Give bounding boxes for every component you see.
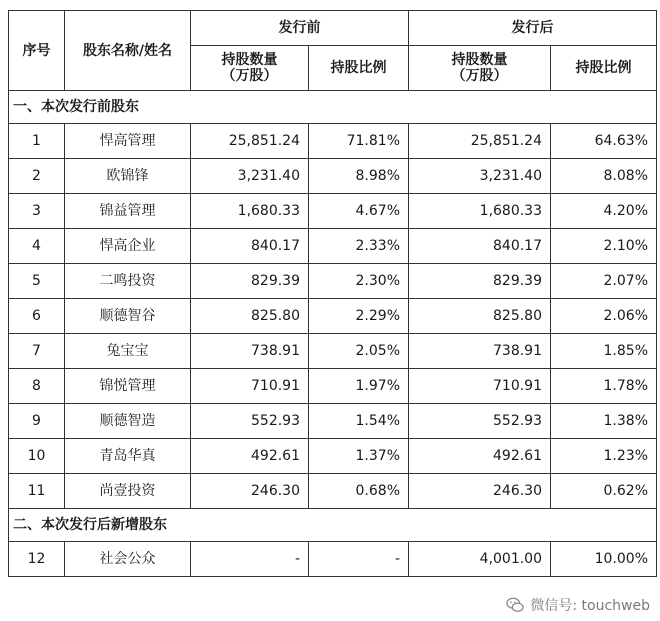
cell-ratio-before: 2.05% xyxy=(309,334,409,369)
cell-name: 悍高管理 xyxy=(65,124,191,159)
cell-qty-before: 825.80 xyxy=(191,299,309,334)
cell-seq: 2 xyxy=(9,159,65,194)
header-seq: 序号 xyxy=(9,11,65,91)
cell-qty-before: 738.91 xyxy=(191,334,309,369)
cell-qty-before: 25,851.24 xyxy=(191,124,309,159)
cell-name: 二鸣投资 xyxy=(65,264,191,299)
table-row xyxy=(9,369,657,404)
table-row xyxy=(9,542,657,577)
cell-seq: 9 xyxy=(9,404,65,439)
cell-seq: 10 xyxy=(9,439,65,474)
cell-qty-before: 840.17 xyxy=(191,229,309,264)
cell-qty-after: 829.39 xyxy=(409,264,551,299)
cell-seq: 3 xyxy=(9,194,65,229)
shareholder-table xyxy=(8,10,657,577)
header-qty-before-line2: （万股） xyxy=(221,68,278,84)
cell-ratio-before: 2.33% xyxy=(309,229,409,264)
cell-name: 尚壹投资 xyxy=(65,474,191,509)
table-row xyxy=(9,194,657,229)
cell-ratio-before: 2.29% xyxy=(309,299,409,334)
cell-ratio-after: 0.62% xyxy=(551,474,657,509)
cell-ratio-before: 1.54% xyxy=(309,404,409,439)
cell-qty-after: 840.17 xyxy=(409,229,551,264)
cell-qty-after: 246.30 xyxy=(409,474,551,509)
cell-qty-before: - xyxy=(191,542,309,577)
cell-qty-before: 710.91 xyxy=(191,369,309,404)
cell-ratio-after: 2.06% xyxy=(551,299,657,334)
cell-qty-before: 829.39 xyxy=(191,264,309,299)
cell-name: 顺德智谷 xyxy=(65,299,191,334)
cell-name: 社会公众 xyxy=(65,542,191,577)
header-qty-after xyxy=(409,46,551,91)
section-row-pre-issue xyxy=(9,91,657,124)
section-title-pre-issue: 一、本次发行前股东 xyxy=(9,91,657,124)
cell-ratio-after: 1.85% xyxy=(551,334,657,369)
table-row xyxy=(9,124,657,159)
watermark-text: 微信号: touchweb xyxy=(530,598,650,614)
cell-ratio-before: 0.68% xyxy=(309,474,409,509)
cell-ratio-before: 8.98% xyxy=(309,159,409,194)
cell-ratio-before: 2.30% xyxy=(309,264,409,299)
table-row xyxy=(9,474,657,509)
cell-seq: 1 xyxy=(9,124,65,159)
cell-qty-before: 246.30 xyxy=(191,474,309,509)
cell-name: 锦益管理 xyxy=(65,194,191,229)
cell-qty-after: 25,851.24 xyxy=(409,124,551,159)
cell-ratio-after: 4.20% xyxy=(551,194,657,229)
cell-name: 悍高企业 xyxy=(65,229,191,264)
header-qty-before xyxy=(191,46,309,91)
header-ratio-before: 持股比例 xyxy=(309,46,409,91)
cell-name: 顺德智造 xyxy=(65,404,191,439)
header-before: 发行前 xyxy=(191,11,409,46)
cell-qty-after: 1,680.33 xyxy=(409,194,551,229)
header-ratio-after: 持股比例 xyxy=(551,46,657,91)
cell-name: 兔宝宝 xyxy=(65,334,191,369)
header-name: 股东名称/姓名 xyxy=(65,11,191,91)
cell-ratio-after: 1.23% xyxy=(551,439,657,474)
cell-seq: 4 xyxy=(9,229,65,264)
cell-qty-after: 738.91 xyxy=(409,334,551,369)
cell-seq: 7 xyxy=(9,334,65,369)
cell-qty-before: 552.93 xyxy=(191,404,309,439)
cell-name: 锦悦管理 xyxy=(65,369,191,404)
wechat-watermark xyxy=(506,595,650,615)
cell-seq: 5 xyxy=(9,264,65,299)
header-qty-after-line2: （万股） xyxy=(451,68,508,84)
header-row-top xyxy=(9,11,657,46)
section-row-new-shareholders xyxy=(9,509,657,542)
cell-qty-after: 552.93 xyxy=(409,404,551,439)
cell-seq: 6 xyxy=(9,299,65,334)
table-row xyxy=(9,334,657,369)
cell-qty-before: 1,680.33 xyxy=(191,194,309,229)
cell-seq: 8 xyxy=(9,369,65,404)
wechat-icon xyxy=(506,596,524,614)
shareholder-table-wrapper xyxy=(8,10,656,577)
table-row xyxy=(9,299,657,334)
table-row xyxy=(9,159,657,194)
section-title-new-shareholders: 二、本次发行后新增股东 xyxy=(9,509,657,542)
cell-ratio-after: 1.38% xyxy=(551,404,657,439)
cell-qty-before: 492.61 xyxy=(191,439,309,474)
cell-ratio-before: 4.67% xyxy=(309,194,409,229)
cell-ratio-after: 64.63% xyxy=(551,124,657,159)
cell-name: 青岛华真 xyxy=(65,439,191,474)
cell-ratio-before: 71.81% xyxy=(309,124,409,159)
cell-ratio-after: 8.08% xyxy=(551,159,657,194)
cell-qty-after: 3,231.40 xyxy=(409,159,551,194)
cell-ratio-after: 2.10% xyxy=(551,229,657,264)
cell-ratio-before: 1.37% xyxy=(309,439,409,474)
cell-ratio-before: - xyxy=(309,542,409,577)
cell-ratio-after: 2.07% xyxy=(551,264,657,299)
cell-seq: 11 xyxy=(9,474,65,509)
cell-qty-after: 4,001.00 xyxy=(409,542,551,577)
cell-qty-before: 3,231.40 xyxy=(191,159,309,194)
header-qty-after-line1: 持股数量 xyxy=(451,52,508,68)
cell-qty-after: 825.80 xyxy=(409,299,551,334)
cell-qty-after: 492.61 xyxy=(409,439,551,474)
header-after: 发行后 xyxy=(409,11,657,46)
cell-ratio-after: 10.00% xyxy=(551,542,657,577)
cell-name: 欧锦锋 xyxy=(65,159,191,194)
table-row xyxy=(9,404,657,439)
cell-ratio-before: 1.97% xyxy=(309,369,409,404)
cell-ratio-after: 1.78% xyxy=(551,369,657,404)
cell-qty-after: 710.91 xyxy=(409,369,551,404)
cell-seq: 12 xyxy=(9,542,65,577)
header-qty-before-line1: 持股数量 xyxy=(221,52,278,68)
table-row xyxy=(9,229,657,264)
table-row xyxy=(9,264,657,299)
table-row xyxy=(9,439,657,474)
